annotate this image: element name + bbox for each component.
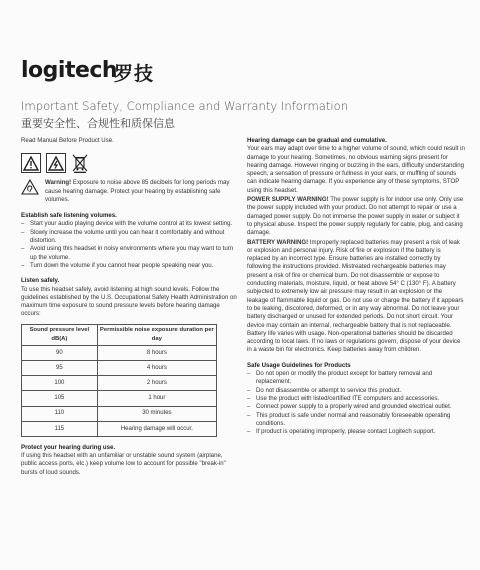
volume-bullet: – Avoid using this headset in noisy environments where you may want to turn up the volume.: [21, 245, 239, 262]
weee-crossed-bin-icon: [71, 153, 89, 173]
electrical-hazard-icon: [46, 153, 66, 173]
noise-exposure-table: [21, 324, 217, 437]
table-header: Permissible noise exposure duration per day: [97, 324, 216, 345]
guideline-bullet: – If product is operating improperly, please contact Logitech support.: [247, 428, 465, 436]
table-row: [22, 376, 217, 391]
guideline-bullet: – Do not open or modify the product except for battery removal and replacement.: [247, 370, 465, 387]
guideline-bullet: – This product is safe under normal and reasonably foreseeable operating conditions.: [247, 412, 465, 429]
table-row: [22, 391, 217, 406]
table-row: [22, 345, 217, 360]
left-column: [21, 137, 239, 477]
right-column: [247, 137, 465, 436]
table-cell: Hearing damage will occur.: [97, 421, 216, 436]
guideline-bullet: – Do not disassemble or attempt to service this product.: [247, 387, 465, 395]
page-title: Important Safety, Compliance and Warranty Information: [21, 99, 349, 113]
table-header-row: [22, 324, 217, 345]
table-cell: 100: [22, 376, 98, 391]
table-cell: 105: [22, 391, 98, 406]
heading-listen-safely: Listen safely.: [21, 277, 60, 285]
warning-body: Exposure to noise above 85 decibels for long periods may cause hearing damage. Protect your hearing by establishing safe volumes.: [45, 179, 230, 203]
battery-warning: [247, 239, 465, 355]
guideline-bullet: – Connect power supply to a properly wired and grounded electrical outlet.: [247, 403, 465, 411]
heading-safe-volumes: Establish safe listening volumes.: [21, 212, 117, 220]
table-cell: 90: [22, 345, 98, 360]
volume-bullet: – Start your audio playing device with the volume control at its lowest setting.: [21, 220, 239, 228]
protect-hearing-text: If using this headset with an unfamiliar or unstable sound system (airplane, public access ports, etc.) keep volume low to account for possible "break-in" bursts of loud sounds.: [21, 452, 226, 476]
battery-warning-body: Improperly replaced batteries may present a risk of leak or explosion and personal injury. Risk of fire or explosion if the battery is replaced by an incorrect type. Ensure batteries are installed correctly by following the instructions provided. Mistreated rechargeable batteries may present a risk of fire or chemical burn. Do not disassemble or expose to conducting materials, moisture, liquid, or heat above 54° C (130° F). A battery subjected to extremely low air pressure may result in an explosion or the leakage of flammable liquid or gas. Do not use or charge the battery if it appears to be leaking, discolored, deformed, or in any way abnormal. Do not leave your battery discharged or unused for extended periods. Do not short circuit. Your device may contain an internal, rechargeable battery that is not replaceable. Battery life varies with usage. Non-operational batteries should be discarded according to local laws. If no laws or regulations govern, dispose of your device in a waste bin for electronics. Keep batteries away from children.: [247, 238, 464, 354]
noise-warning-text: [45, 179, 239, 204]
table-cell: 2 hours: [97, 376, 216, 391]
warning-triangle-icon: [21, 153, 41, 173]
hearing-warning-icon: [21, 179, 39, 195]
heading-hearing-damage: Hearing damage can be gradual and cumulative.: [247, 137, 387, 144]
table-row: [22, 406, 217, 421]
table-row: [22, 421, 217, 436]
table-cell: 1 hour: [97, 391, 216, 406]
safety-icons: [21, 153, 239, 173]
power-warning-label: POWER SUPPLY WARNING!: [247, 196, 329, 204]
heading-safe-usage: Safe Usage Guidelines for Products: [247, 361, 351, 369]
volume-bullet: – Slowly increase the volume until you can hear it comfortably and without distortion.: [21, 229, 239, 246]
guideline-bullet: – Use the product with listed/certified ITE computers and accessories.: [247, 395, 465, 403]
noise-warning: [21, 179, 239, 204]
table-cell: 115: [22, 421, 98, 436]
table-cell: 95: [22, 360, 98, 375]
table-cell: 30 minutes: [97, 406, 216, 421]
logitech-logo: logitech: [21, 58, 118, 83]
page-title-chinese: 重要安全性、合规性和质保信息: [21, 117, 175, 130]
table-cell: 8 hours: [97, 345, 216, 360]
battery-warning-label: BATTERY WARNING!: [247, 238, 309, 246]
table-cell: 110: [22, 406, 98, 421]
listen-safely-text: To use this headset safely, avoid listening at high sound levels. Follow the guidelines established by the U.S. Occupational Safety Health Administration on maximum time exposure to sound pressure levels before hearing damage occurs:: [21, 285, 237, 318]
power-supply-warning: [247, 196, 465, 237]
power-warning-body: The power supply is for indoor use only. Only use the power supply included with your product. Do not attempt to repair or use a damaged power supply. Do not immerse the power supply in water or subject it to physical abuse. Inspect the power supply regularly for cable, plug, and casing damage.: [247, 196, 464, 237]
warning-label: Warning!: [45, 179, 72, 187]
logitech-logo-chinese: 罗技: [114, 63, 155, 85]
read-manual-text: Read Manual Before Product Use.: [21, 137, 114, 144]
hearing-damage-text: Your ears may adapt over time to a higher volume of sound, which could result in damage to your hearing. Sometimes, no obvious warning signs present for hearing damage. However ringing or buzzing in the ears, difficulty understanding speech, a sensation of pressure or fullness in your ears, or muffling of sounds can indicate hearing damage. If you experience any of these symptoms, STOP using this headset.: [247, 145, 465, 194]
table-header: Sound pressure level dB(A): [22, 324, 98, 345]
table-row: [22, 360, 217, 375]
volume-bullet: – Turn down the volume if you cannot hear people speaking near you.: [21, 262, 239, 270]
table-cell: 4 hours: [97, 360, 216, 375]
heading-protect-hearing: Protect your hearing during use.: [21, 443, 116, 451]
